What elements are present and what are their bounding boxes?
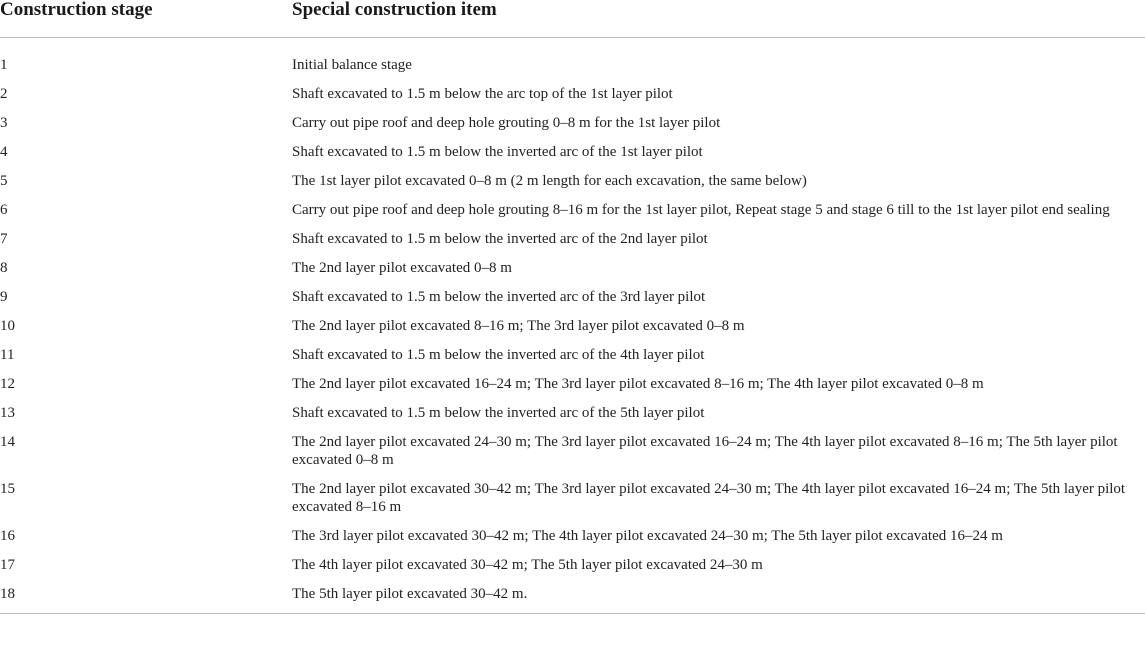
table-row [0, 81, 1145, 110]
header-special-construction-item: Special construction item [292, 0, 1145, 38]
stage-cell: 12 [0, 376, 15, 392]
table-row [0, 284, 1145, 313]
stage-cell: 11 [0, 347, 15, 363]
stage-cell: 9 [0, 289, 8, 305]
item-cell: The 2nd layer pilot excavated 8–16 m; The 3rd layer pilot excavated 0–8 m [292, 318, 745, 334]
table-row [0, 371, 1145, 400]
stage-cell: 10 [0, 318, 15, 334]
item-cell: The 5th layer pilot excavated 30–42 m. [292, 581, 1145, 614]
table-row [0, 168, 1145, 197]
table-row [0, 110, 1145, 139]
stage-cell: 6 [0, 202, 8, 218]
item-cell: The 4th layer pilot excavated 30–42 m; The 5th layer pilot excavated 24–30 m [292, 557, 763, 573]
table-row [0, 38, 1145, 82]
item-cell: Shaft excavated to 1.5 m below the inverted arc of the 4th layer pilot [292, 347, 705, 363]
stage-cell: 13 [0, 405, 15, 421]
table-row [0, 255, 1145, 284]
item-cell: The 2nd layer pilot excavated 30–42 m; The 3rd layer pilot excavated 24–30 m; The 4th layer pilot excavated 16–24 m; The 5th layer pilot excavated 8–16 m [292, 481, 1126, 515]
stage-cell: 3 [0, 115, 8, 131]
stage-cell: 14 [0, 434, 15, 450]
table-row [0, 342, 1145, 371]
table-row [0, 476, 1145, 523]
item-cell: The 1st layer pilot excavated 0–8 m (2 m length for each excavation, the same below) [292, 173, 807, 189]
item-cell: Shaft excavated to 1.5 m below the inverted arc of the 2nd layer pilot [292, 231, 708, 247]
stage-cell: 16 [0, 528, 15, 544]
table-row [0, 552, 1145, 581]
table-row [0, 313, 1145, 342]
header-construction-stage: Construction stage [0, 0, 292, 38]
item-cell: The 3rd layer pilot excavated 30–42 m; The 4th layer pilot excavated 24–30 m; The 5th layer pilot excavated 16–24 m [292, 528, 1003, 544]
stage-cell: 1 [0, 57, 8, 73]
stage-cell: 7 [0, 231, 8, 247]
item-cell: Initial balance stage [292, 57, 412, 73]
table-body [0, 38, 1145, 614]
stage-cell: 18 [0, 581, 292, 614]
item-cell: Shaft excavated to 1.5 m below the inverted arc of the 1st layer pilot [292, 144, 703, 160]
stage-cell: 4 [0, 144, 8, 160]
table-row [0, 139, 1145, 168]
stage-cell: 2 [0, 86, 8, 102]
table-row [0, 429, 1145, 476]
table-row [0, 400, 1145, 429]
header-row [0, 0, 1145, 38]
table-header [0, 0, 1145, 38]
item-cell: Carry out pipe roof and deep hole grouting 0–8 m for the 1st layer pilot [292, 115, 721, 131]
item-cell: Shaft excavated to 1.5 m below the inverted arc of the 3rd layer pilot [292, 289, 706, 305]
table-row [0, 226, 1145, 255]
stage-cell: 8 [0, 260, 8, 276]
table-row [0, 523, 1145, 552]
item-cell: Carry out pipe roof and deep hole grouting 8–16 m for the 1st layer pilot, Repeat stage 5 and stage 6 till to the 1st layer pilot end sealing [292, 202, 1110, 218]
stage-cell: 5 [0, 173, 8, 189]
item-cell: Shaft excavated to 1.5 m below the arc top of the 1st layer pilot [292, 86, 673, 102]
item-cell: The 2nd layer pilot excavated 0–8 m [292, 260, 512, 276]
stage-cell: 15 [0, 481, 15, 497]
item-cell: The 2nd layer pilot excavated 24–30 m; The 3rd layer pilot excavated 16–24 m; The 4th layer pilot excavated 8–16 m; The 5th layer pilot excavated 0–8 m [292, 434, 1118, 468]
item-cell: Shaft excavated to 1.5 m below the inverted arc of the 5th layer pilot [292, 405, 705, 421]
table-row [0, 581, 1145, 614]
stage-cell: 17 [0, 557, 15, 573]
table-row [0, 197, 1145, 226]
item-cell: The 2nd layer pilot excavated 16–24 m; The 3rd layer pilot excavated 8–16 m; The 4th layer pilot excavated 0–8 m [292, 376, 984, 392]
